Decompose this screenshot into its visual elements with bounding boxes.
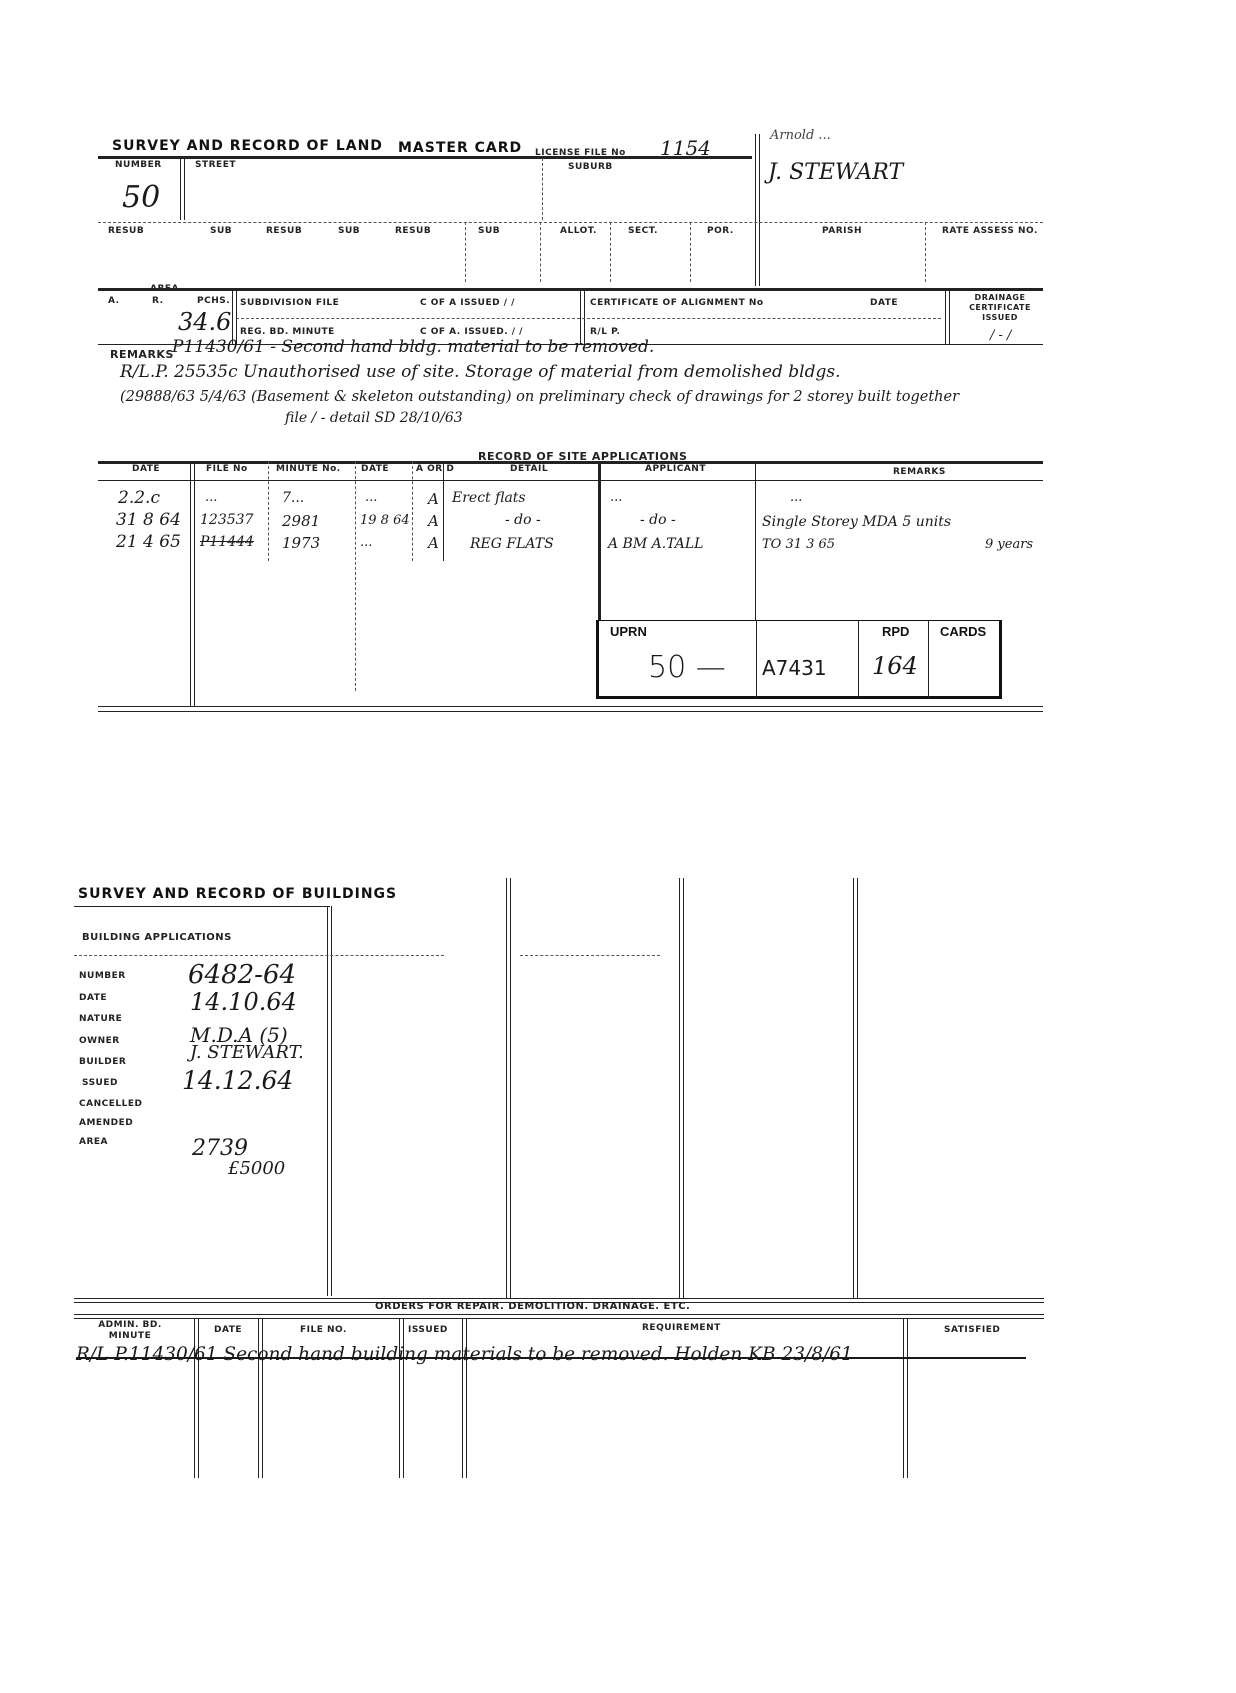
sub-header-3: SUB [478,226,501,236]
row1-date2: ... [365,490,378,505]
remarks-label: REMARKS [110,348,174,361]
sub-header-1: SUB [210,226,233,236]
drainage-value: / - / [990,328,1012,343]
col-remarks: REMARKS [893,467,946,477]
certificate-alignment-header: CERTIFICATE OF ALIGNMENT No [590,298,764,308]
uprn-code: A7431 [762,656,827,680]
pchs-header: PCHS. [197,296,231,306]
rate-assess-header: RATE ASSESS NO. [942,226,1038,236]
remarks-line-2: R/L.P. 25535c Unauthorised use of site. Storage of material from demolished bldgs. [120,362,841,382]
field-owner-label: OWNER [79,1036,120,1046]
number-header: NUMBER [115,160,162,170]
row2-applicant: - do - [640,512,676,528]
c-of-a-issued-header: C OF A ISSUED / / [420,298,515,308]
row3-detail: REG FLATS [470,536,554,552]
field-owner-value: J. STEWART. [190,1042,304,1063]
remarks-line-1: P11430/61 - Second hand bldg. material to be removed. [172,337,655,357]
row2-date: 31 8 64 [116,510,181,530]
subdivision-file-header: SUBDIVISION FILE [240,298,340,308]
row1-applicant: ... [610,490,623,505]
col-minute-no: MINUTE No. [276,464,341,474]
license-file-label: LICENSE FILE No [535,148,626,158]
row3-aord: A [428,534,439,552]
allot-header: ALLOT. [560,226,597,236]
cost-value: £5000 [228,1158,286,1179]
col-detail: DETAIL [510,464,549,474]
orders-entry: R/L P.11430/61 Second hand building materials to be removed. Holden KB 23/8/61 [76,1344,853,1365]
row1-minute: 7... [282,490,305,506]
owner-name: J. STEWART [768,160,904,185]
col-orders-requirement: REQUIREMENT [642,1323,721,1333]
row3-date2: ... [360,535,373,550]
buildings-title: SURVEY AND RECORD OF BUILDINGS [78,886,398,902]
resub-header: RESUB [108,226,145,236]
field-cancelled-label: CANCELLED [79,1099,143,1109]
row3-date: 21 4 65 [116,532,181,552]
field-issued-value: 14.12.64 [182,1066,294,1095]
row1-file: ... [205,490,218,505]
field-builder-label: BUILDER [79,1057,127,1067]
row3-applicant: A BM A.TALL [608,536,704,552]
col-date-2: DATE [361,464,390,474]
license-file-value: 1154 [660,136,711,160]
drainage-header: DRAINAGE CERTIFICATE ISSUED [969,293,1031,322]
row1-date: 2.2.c [118,488,160,508]
site-applications-title: RECORD OF SITE APPLICATIONS [478,450,688,463]
col-orders-file-no: FILE NO. [300,1325,347,1335]
pchs-value: 34.6 [178,308,232,336]
sect-header: SECT. [628,226,658,236]
col-date: DATE [132,464,161,474]
row2-detail: - do - [505,512,541,528]
row1-remarks: ... [790,490,803,505]
field-nature-value: M.D.A (5) [190,1023,288,1047]
land-card-title: SURVEY AND RECORD OF LAND [112,138,383,154]
resub-header-2: RESUB [266,226,303,236]
col-orders-satisfied: SATISFIED [944,1325,1001,1335]
building-applications-label: BUILDING APPLICATIONS [82,932,232,943]
row2-file: 123537 [200,512,254,528]
col-admin-bd-minute: ADMIN. BD. MINUTE [98,1320,162,1341]
uprn-label: UPRN [610,624,647,639]
row1-aord: A [428,490,439,508]
field-amended-label: AMENDED [79,1118,134,1128]
field-number-label: NUMBER [79,971,126,981]
reg-bd-minute-header: REG. BD. MINUTE [240,327,335,337]
row3-minute: 1973 [282,534,321,552]
c-of-a-issued-header-2: C OF A. ISSUED. / / [420,327,523,337]
field-area-value: 2739 [192,1136,248,1161]
orders-entry-strikethrough [76,1357,1026,1359]
number-value: 50 [122,180,161,215]
r-header: R. [152,296,164,306]
row3-remarks: TO 31 3 65 [762,537,836,552]
resub-header-3: RESUB [395,226,432,236]
cards-label: CARDS [940,624,987,639]
remarks-line-3: (29888/63 5/4/63 (Basement & skeleton outstanding) on preliminary check of drawings for 2 storey built together [120,389,959,405]
field-nature-label: NATURE [79,1014,123,1024]
col-applicant: APPLICANT [645,464,706,474]
field-issued-label: SSUED [82,1078,118,1088]
row1-detail: Erect flats [452,490,526,506]
street-header: STREET [195,160,236,170]
parish-header: PARISH [822,226,863,236]
orders-title: ORDERS FOR REPAIR. DEMOLITION. DRAINAGE. ETC. [375,1301,691,1312]
field-date-value: 14.10.64 [190,988,297,1016]
por-header: POR. [707,226,734,236]
row2-remarks: Single Storey MDA 5 units [762,514,952,530]
row2-minute: 2981 [282,512,321,530]
row2-aord: A [428,512,439,530]
area-header: AREA [150,284,180,294]
rlp-header: R/L P. [590,327,621,337]
col-file-no: FILE No [206,464,248,474]
a-header: A. [108,296,120,306]
col-orders-issued: ISSUED [408,1325,448,1335]
field-area-label: AREA [79,1137,109,1147]
field-number-value: 6482-64 [188,960,297,990]
row2-date2: 19 8 64 [360,513,410,528]
uprn-value: 50 — [648,650,726,685]
sub-header-2: SUB [338,226,361,236]
row3-file: P11444 [200,534,254,550]
suburb-header: SUBURB [568,162,613,172]
top-scribble: Arnold ... [770,128,831,143]
remarks-line-4: file / - detail SD 28/10/63 [285,410,463,426]
rpd-label: RPD [882,624,910,639]
field-date-label: DATE [79,993,108,1003]
row3-remarks-extra: 9 years [985,537,1034,552]
rpd-value: 164 [872,652,918,680]
date-header: DATE [870,298,899,308]
col-orders-date: DATE [214,1325,243,1335]
col-a-or-d: A OR D [416,464,455,474]
master-card-label: MASTER CARD [398,140,523,156]
